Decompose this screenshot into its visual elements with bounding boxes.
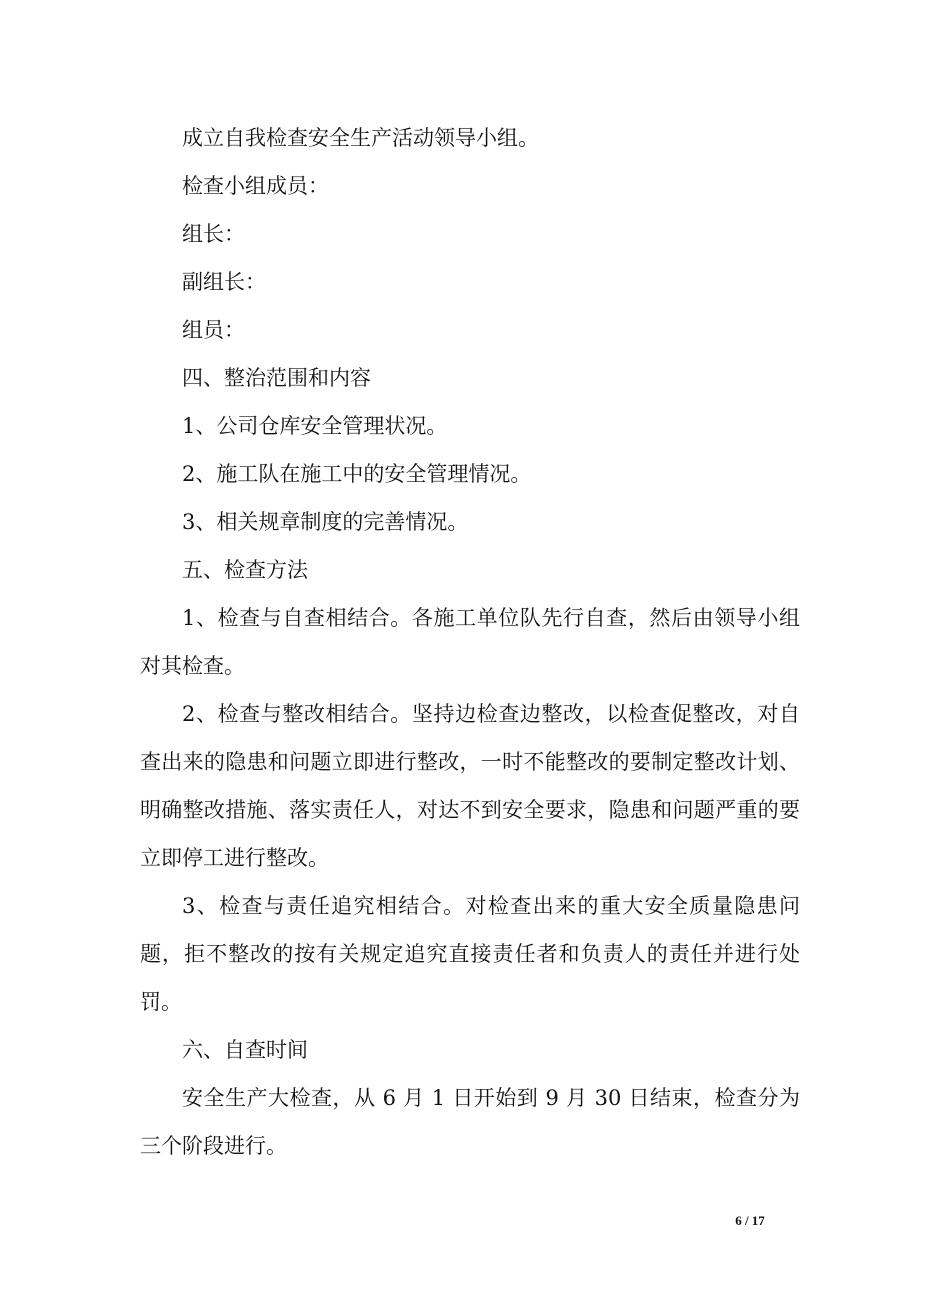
- paragraph-members: 组员：: [182, 318, 245, 342]
- page-number: 6 / 17: [735, 1213, 765, 1228]
- method-item-rectification: 2、检查与整改相结合。坚持边检查边整改，以检查促整改，对自查出来的隐患和问题立即进行整改，一时不能整改的要制定整改计划、明确整改措施、落实责任人，对达不到安全要求，隐患和问题严重的要立即停工进行整改。: [140, 702, 800, 870]
- paragraph-group-members-heading: 检查小组成员：: [182, 174, 329, 198]
- paragraph-group-leader: 组长：: [182, 222, 245, 246]
- section-heading-scope: 四、整治范围和内容: [182, 366, 371, 390]
- list-item-warehouse: 1、公司仓库安全管理状况。: [182, 414, 448, 438]
- section-heading-schedule: 六、自查时间: [182, 1038, 308, 1062]
- paragraph-leadership-group: 成立自我检查安全生产活动领导小组。: [182, 126, 539, 150]
- list-item-regulations: 3、相关规章制度的完善情况。: [182, 510, 469, 534]
- method-item-self-check: 1、检查与自查相结合。各施工单位队先行自查，然后由领导小组对其检查。: [140, 606, 800, 678]
- section-heading-methods: 五、检查方法: [182, 558, 308, 582]
- paragraph-schedule: 安全生产大检查，从 6 月 1 日开始到 9 月 30 日结束，检查分为三个阶段进行。: [140, 1086, 800, 1158]
- method-item-accountability: 3、检查与责任追究相结合。对检查出来的重大安全质量隐患问题，拒不整改的按有关规定追究直接责任者和负责人的责任并进行处罚。: [140, 894, 800, 1014]
- document-body: [140, 114, 800, 1170]
- list-item-construction-team: 2、施工队在施工中的安全管理情况。: [182, 462, 532, 486]
- paragraph-deputy-leader: 副组长：: [182, 270, 266, 294]
